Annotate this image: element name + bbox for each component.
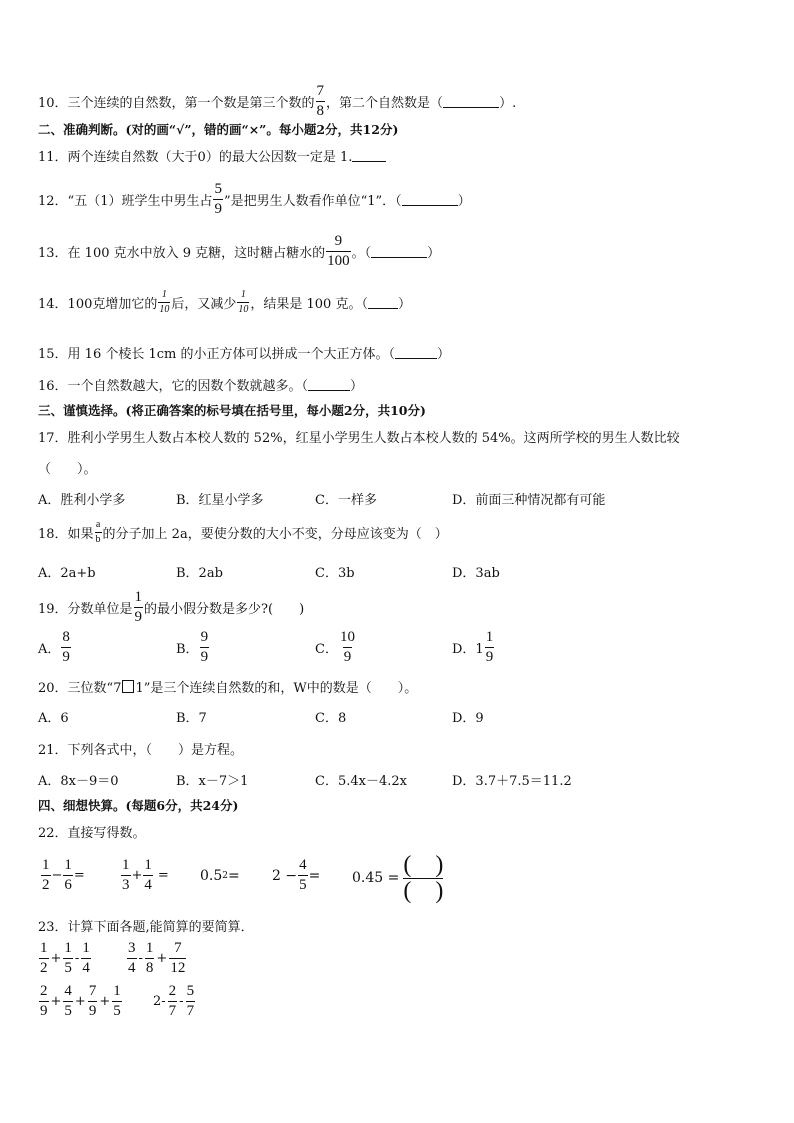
operator: -: [138, 951, 143, 966]
fraction: [200, 630, 210, 665]
fraction: [121, 858, 131, 893]
question-11: [38, 146, 386, 165]
numerator: 1: [64, 857, 72, 873]
numerator: 7: [174, 940, 182, 956]
denominator: 9: [214, 201, 222, 217]
operator: +: [50, 951, 62, 966]
fraction: [168, 984, 178, 1019]
denominator: 9: [485, 649, 494, 665]
q14-close: ）: [397, 297, 411, 312]
fraction: [316, 84, 326, 119]
q19-option-b[interactable]: [176, 630, 210, 665]
q19-text: 19．分数单位是: [38, 602, 133, 617]
fraction: [81, 941, 91, 976]
blank-fraction[interactable]: [403, 853, 443, 903]
fraction: [39, 984, 49, 1019]
fraction: [61, 630, 71, 665]
numerator: 1: [122, 857, 130, 873]
option-label: D．3ab: [452, 566, 500, 581]
q11-text: 11．两个连续自然数（大于0）的最大公因数一定是 1.: [38, 150, 353, 165]
equals: =: [228, 868, 240, 884]
section-title: 四、细想快算。(每题6分，共24分): [38, 798, 239, 813]
paren: (: [403, 878, 412, 904]
denominator: 9: [134, 609, 143, 625]
box-placeholder: [122, 680, 134, 693]
answer-blank[interactable]: [368, 296, 398, 309]
numerator: 1: [161, 289, 167, 300]
q18-option-b[interactable]: [176, 562, 223, 581]
question-18: [38, 520, 448, 545]
numerator: 7: [88, 983, 97, 999]
q21-option-d[interactable]: [452, 770, 572, 789]
denominator: 10: [159, 304, 170, 315]
fraction: [213, 182, 223, 217]
q22-expression-5: [352, 853, 443, 903]
lhs: 0.45 =: [352, 870, 400, 886]
q20-option-d[interactable]: [452, 707, 484, 726]
fraction: [339, 630, 356, 665]
option-label: A．: [38, 642, 61, 657]
operator: -: [74, 951, 80, 966]
q15-close: ）: [437, 347, 451, 362]
q13-text-2: 。（: [351, 246, 372, 261]
option-label: A．胜利小学多: [38, 493, 126, 508]
q18-option-a[interactable]: [38, 562, 96, 581]
blank-denominator: [403, 878, 443, 903]
q10-text: 10．三个连续的自然数，第一个数是第三个数的: [38, 96, 315, 111]
numerator: 4: [299, 857, 307, 873]
base: 0.5: [200, 868, 223, 884]
fraction: [63, 858, 73, 893]
equals: =: [308, 867, 321, 884]
q20-text-2: 1”是三个连续自然数的和，W中的数是（ ）。: [135, 681, 418, 696]
denominator: 5: [64, 1003, 72, 1019]
question-14: [38, 290, 411, 315]
q14-text: 14．100克增加它的: [38, 297, 158, 312]
fraction: [485, 630, 495, 665]
numerator: 9: [334, 233, 343, 249]
whole: 2 −: [272, 867, 298, 884]
denominator: 7: [168, 1003, 177, 1019]
denominator: b: [95, 534, 101, 545]
numerator: 1: [64, 940, 72, 956]
question-17-line-2: [38, 458, 97, 477]
denominator: 100: [327, 253, 350, 269]
q10-close: ）.: [499, 96, 517, 111]
denominator: 5: [113, 1003, 121, 1019]
denominator: 9: [40, 1003, 48, 1019]
option-label: B．x－7＞1: [176, 774, 249, 789]
q10-text-2: ，第二个自然数是（: [326, 96, 444, 111]
option-label: C．: [315, 642, 338, 657]
answer-blank[interactable]: [308, 378, 350, 391]
numerator: 1: [485, 629, 494, 645]
section-3-title: [38, 401, 426, 419]
q20-option-a[interactable]: [38, 707, 69, 726]
paren: (: [403, 852, 412, 878]
fraction: [169, 941, 186, 976]
denominator: 6: [64, 877, 72, 893]
fraction: [298, 858, 308, 893]
exponent: 2: [222, 871, 228, 881]
question-10: [38, 84, 516, 119]
option-label: D．3.7＋7.5＝11.2: [452, 774, 572, 789]
q21-option-a[interactable]: [38, 770, 119, 789]
numerator: 1: [145, 940, 154, 956]
option-label: A．6: [38, 711, 69, 726]
q12-close: ）: [457, 194, 471, 209]
operator: +: [131, 868, 143, 883]
fraction: [41, 858, 51, 893]
option-label: D．9: [452, 711, 484, 726]
numerator: 10: [339, 629, 355, 645]
denominator: 4: [128, 960, 136, 976]
q16-text: 16．一个自然数越大，它的因数个数就越多。（: [38, 379, 309, 394]
q19-text-2: 的最小假分数是多少?( ): [144, 602, 305, 617]
q19-option-d[interactable]: [452, 630, 495, 665]
operator: -: [179, 994, 184, 1009]
section-title: 三、谨慎选择。(将正确答案的标号填在括号里，每小题2分，共10分): [38, 403, 426, 418]
q23-expression-4: [152, 984, 196, 1019]
operator: +: [99, 994, 111, 1009]
denominator: 8: [316, 103, 325, 119]
q15-text: 15．用 16 个棱长 1cm 的小正方体可以拼成一个大正方体。（: [38, 347, 395, 362]
denominator: 5: [299, 877, 307, 893]
section-4-title: [38, 796, 238, 814]
q14-text-2: 后，又减少: [171, 297, 237, 312]
q17-option-c[interactable]: [315, 489, 377, 508]
question-20: [38, 677, 417, 696]
denominator: 9: [343, 649, 352, 665]
section-title: 二、准确判断。(对的画“√”，错的画“×”。每小题2分，共12分): [38, 122, 399, 137]
q12-text-2: ”是把男生人数看作单位“1”．（: [223, 194, 402, 209]
q19-option-c[interactable]: [315, 630, 357, 665]
denominator: 9: [88, 1003, 97, 1019]
question-21: [38, 739, 243, 758]
fraction: [158, 290, 170, 315]
denominator: 9: [62, 649, 70, 665]
option-label: A．8x－9＝0: [38, 774, 119, 789]
option-label: C．一样多: [315, 493, 377, 508]
q19-option-a[interactable]: [38, 630, 72, 665]
numerator: 2: [168, 983, 177, 999]
numerator: 7: [316, 83, 325, 99]
fraction: [145, 941, 155, 976]
blank-numerator: [403, 853, 443, 878]
numerator: 1: [240, 289, 246, 300]
numerator: 4: [64, 983, 72, 999]
equals: =: [157, 868, 169, 883]
q20-option-b[interactable]: [176, 707, 207, 726]
numerator: a: [95, 519, 101, 530]
numerator: 1: [40, 940, 48, 956]
numerator: 9: [200, 629, 209, 645]
question-22: [38, 822, 146, 841]
operator: −: [51, 868, 63, 883]
q23-expression-1: [38, 941, 92, 976]
q18-text: 18．如果: [38, 527, 94, 542]
fraction: [143, 858, 153, 893]
q17-text: 17．胜利小学男生人数占本校人数的 52%，红星小学男生人数占本校人数的 54%。这两所学校的男生人数比较: [38, 431, 680, 446]
fraction: [63, 941, 73, 976]
q20-text: 20．三位数“7: [38, 681, 122, 696]
q18-option-c[interactable]: [315, 562, 355, 581]
option-label: D．前面三种情况都有可能: [452, 493, 606, 508]
q22-expression-4: [272, 858, 320, 893]
option-label: C．3b: [315, 566, 355, 581]
denominator: 3: [122, 877, 130, 893]
numerator: 1: [42, 857, 50, 873]
q21-text: 21．下列各式中，（ ）是方程。: [38, 743, 244, 758]
q18-text-2: 的分子加上 2a，要使分数的大小不变，分母应该变为（ ）: [102, 527, 448, 542]
option-label: A．2a+b: [38, 566, 96, 581]
option-label: C．5.4x－4.2x: [315, 774, 407, 789]
operator: +: [50, 994, 62, 1009]
q13-text: 13．在 100 克水中放入 9 克糖，这时糖占糖水的: [38, 246, 326, 261]
answer-blank[interactable]: [402, 193, 458, 206]
fraction: [88, 984, 98, 1019]
question-17: [38, 427, 680, 446]
q21-option-b[interactable]: [176, 770, 248, 789]
denominator: 10: [238, 304, 249, 315]
q22-expression-2: [120, 858, 169, 893]
numerator: 3: [128, 940, 136, 956]
option-label: B．2ab: [176, 566, 223, 581]
answer-blank[interactable]: [443, 95, 499, 108]
q14-text-3: ，结果是 100 克。（: [250, 297, 368, 312]
paren: ): [435, 878, 444, 904]
option-label: B．红星小学多: [176, 493, 264, 508]
fraction: [134, 590, 144, 625]
numerator: 1: [113, 983, 121, 999]
denominator: 4: [144, 877, 152, 893]
q18-option-d[interactable]: [452, 562, 500, 581]
question-16: [38, 375, 363, 394]
paren: ): [435, 852, 444, 878]
denominator: 9: [200, 649, 209, 665]
option-label: D．1: [452, 642, 484, 657]
denominator: 5: [64, 960, 72, 976]
fraction: [39, 941, 49, 976]
q12-text: 12．“五（1）班学生中男生占: [38, 194, 213, 209]
q22-text: 22．直接写得数。: [38, 826, 146, 841]
fraction: [186, 984, 196, 1019]
answer-blank[interactable]: [352, 149, 386, 162]
equals: =: [73, 868, 85, 883]
answer-blank[interactable]: [371, 245, 427, 258]
q17-option-d[interactable]: [452, 489, 605, 508]
question-15: [38, 343, 450, 362]
question-13: [38, 234, 440, 269]
q21-option-c[interactable]: [315, 770, 407, 789]
q17-text-2: （ ）。: [38, 462, 97, 477]
option-label: B．7: [176, 711, 207, 726]
question-23: [38, 916, 254, 935]
q23-text: 23．计算下面各题,能简算的要简算．: [38, 920, 254, 935]
denominator: 7: [186, 1003, 195, 1019]
section-2-title: [38, 120, 398, 138]
q13-close: ）: [427, 246, 441, 261]
question-19: [38, 590, 304, 625]
option-label: B．: [176, 642, 199, 657]
option-label: C．8: [315, 711, 347, 726]
q16-close: ）: [350, 379, 364, 394]
numerator: 1: [82, 940, 90, 956]
fraction: [112, 984, 122, 1019]
fraction: [63, 984, 73, 1019]
q20-option-c[interactable]: [315, 707, 346, 726]
numerator: 2: [40, 983, 48, 999]
denominator: 2: [40, 960, 48, 976]
q23-expression-2: [126, 941, 187, 976]
operator: 2-: [153, 994, 166, 1009]
question-12: [38, 182, 471, 217]
numerator: 1: [134, 589, 143, 605]
denominator: 2: [42, 877, 50, 893]
q22-expression-3: [200, 868, 240, 884]
denominator: 8: [145, 960, 154, 976]
fraction: [237, 290, 249, 315]
fraction: [95, 520, 102, 545]
q17-option-b[interactable]: [176, 489, 264, 508]
denominator: 12: [170, 960, 186, 976]
q23-expression-3: [38, 984, 123, 1019]
numerator: 5: [214, 181, 222, 197]
fraction: [326, 234, 351, 269]
fraction: [127, 941, 137, 976]
denominator: 4: [82, 960, 90, 976]
operator: +: [156, 951, 168, 966]
numerator: 1: [144, 857, 152, 873]
q17-option-a[interactable]: [38, 489, 125, 508]
operator: +: [74, 994, 86, 1009]
q22-expression-1: [40, 858, 85, 893]
numerator: 8: [62, 629, 70, 645]
numerator: 5: [186, 983, 195, 999]
answer-blank[interactable]: [395, 346, 437, 359]
